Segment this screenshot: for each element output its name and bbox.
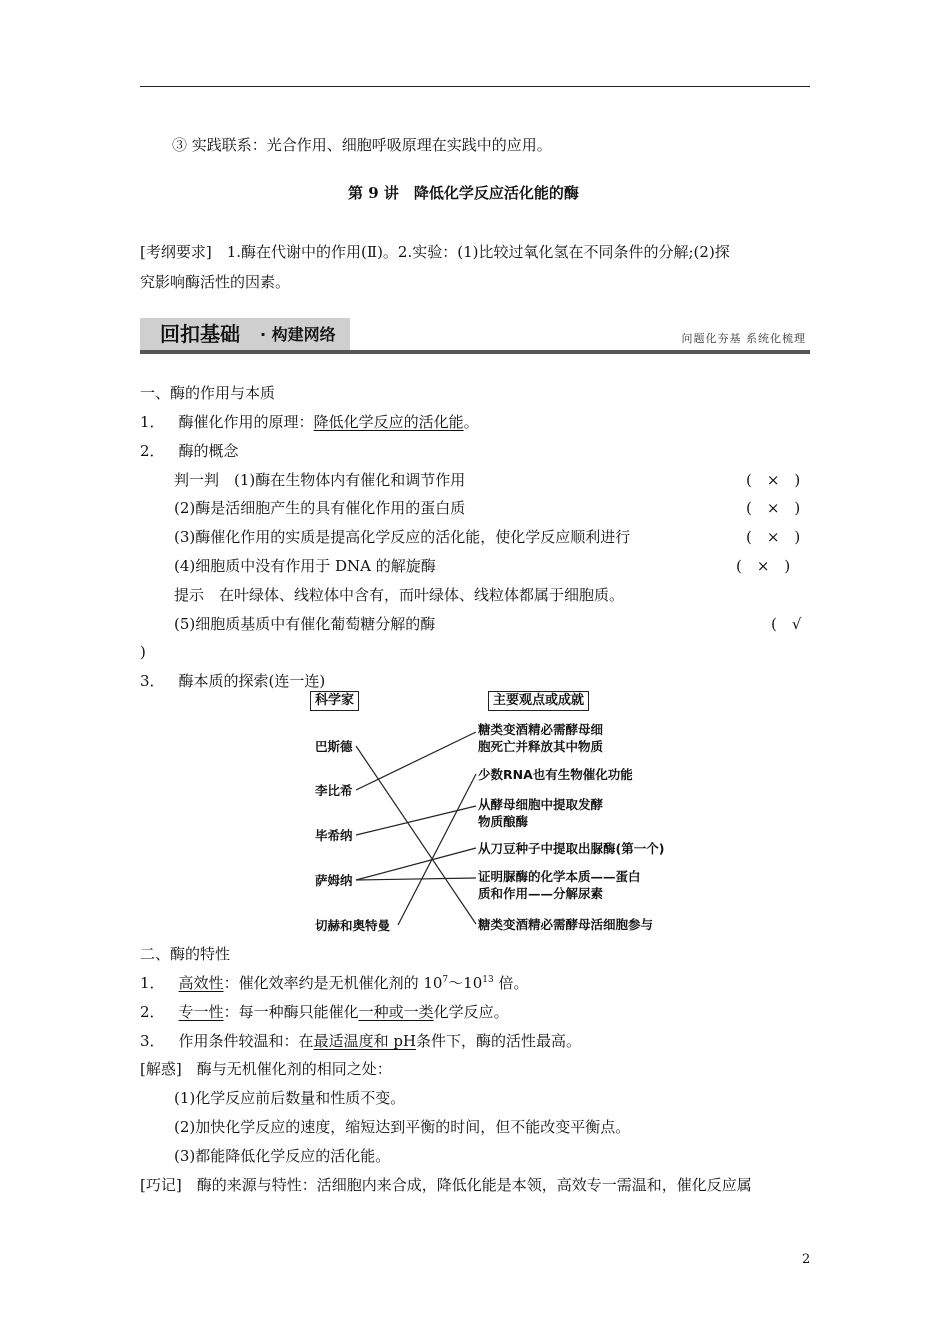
confusion-point-2: (2)加快化学反应的速度，缩短达到平衡的时间，但不能改变平衡点。 xyxy=(174,1118,631,1136)
achievement-2: 少数RNA也有生物催化功能 xyxy=(478,767,633,782)
judge-3: (3)酶催化作用的实质是提高化学反应的活化能，使化学反应顺利进行 xyxy=(174,528,631,546)
s2-item3: 3． 作用条件较温和：在最适温度和 pH条件下，酶的活性最高。 xyxy=(140,1032,582,1050)
mnemonic-label: [巧记] xyxy=(140,1176,182,1194)
connection-line-4 xyxy=(356,848,476,880)
achievement-5a: 证明脲酶的化学本质——蛋白 xyxy=(478,869,641,884)
page-number: 2 xyxy=(802,1252,811,1267)
banner-right-text: 问题化夯基 系统化梳理 xyxy=(681,332,806,345)
s2-item1: 1． 高效性：催化效率约是无机催化剂的 $10^7\sim 10^{13}$ 倍。 xyxy=(140,974,529,992)
intro-line: ③ 实践联系：光合作用、细胞呼吸原理在实践中的应用。 xyxy=(172,136,552,154)
s1-item2: 2． 酶的概念 xyxy=(140,442,239,460)
diagram-right-header: 主要观点或成就 xyxy=(488,691,589,711)
s1-item3: 3． 酶本质的探索(连一连) xyxy=(140,672,326,690)
judge-4-mark: ( × ) xyxy=(736,557,791,575)
achievement-5b: 质和作用——分解尿素 xyxy=(478,886,604,901)
achievement-1a: 糖类变酒精必需酵母细 xyxy=(478,722,604,737)
hint: 提示 在叶绿体、线粒体中含有，而叶绿体、线粒体都属于细胞质。 xyxy=(174,586,625,604)
achievement-4: 从刀豆种子中提取出脲酶(第一个) xyxy=(478,841,665,856)
syllabus-line1: [考纲要求] 1.酶在代谢中的作用(Ⅱ)。2.实验：(1)比较过氧化氢在不同条件的分解;(2)探 xyxy=(140,243,730,261)
scientist-5: 切赫和奥特曼 xyxy=(315,918,391,933)
judge-5-close: ) xyxy=(140,643,146,661)
syllabus-line2: 究影响酶活性的因素。 xyxy=(140,273,291,291)
confusion-point-1: (1)化学反应前后数量和性质不变。 xyxy=(174,1089,406,1107)
scientist-2: 李比希 xyxy=(315,783,353,798)
lecture-title: 第 9 讲 降低化学反应活化能的酶 xyxy=(348,184,579,202)
scientist-1: 巴斯德 xyxy=(315,739,353,754)
connection-line-1 xyxy=(356,746,476,924)
s2-item2: 2． 专一性：每一种酶只能催化一种或一类化学反应。 xyxy=(140,1003,509,1021)
scientist-3: 毕希纳 xyxy=(315,828,353,843)
confusion-point-3: (3)都能降低化学反应的活化能。 xyxy=(174,1147,391,1165)
s1-item1: 1． 酶催化作用的原理：降低化学反应的活化能。 xyxy=(140,413,479,431)
connection-line-3 xyxy=(356,806,476,835)
confusion-line: [解惑] 酶与无机催化剂的相同之处： xyxy=(140,1060,392,1078)
mnemonic-line: [巧记] 酶的来源与特性：活细胞内来合成，降低化能是本领，高效专一需温和，催化反应属 xyxy=(140,1176,752,1194)
connection-line-2 xyxy=(356,732,476,790)
confusion-label: [解惑] xyxy=(140,1060,182,1078)
judge-4: (4)细胞质中没有作用于 DNA 的解旋酶 xyxy=(174,557,436,575)
judge-3-mark: ( × ) xyxy=(746,528,801,546)
section1-heading: 一、酶的作用与本质 xyxy=(140,384,276,402)
achievement-3a: 从酵母细胞中提取发酵 xyxy=(478,797,604,812)
banner-subtitle: · 构建网络 xyxy=(260,325,336,344)
syllabus-label: [考纲要求] xyxy=(140,243,212,261)
diagram-left-header: 科学家 xyxy=(310,691,359,711)
judge-2: (2)酶是活细胞产生的具有催化作用的蛋白质 xyxy=(174,499,466,517)
achievement-1b: 胞死亡并释放其中物质 xyxy=(478,739,604,754)
judge-5-mark: ( √ xyxy=(771,615,802,633)
achievement-3b: 物质酿酶 xyxy=(478,814,529,829)
banner-title: 回扣基础 xyxy=(160,322,240,346)
achievement-6: 糖类变酒精必需酵母活细胞参与 xyxy=(478,917,654,932)
connection-line-5 xyxy=(356,878,476,880)
section2-heading: 二、酶的特性 xyxy=(140,945,231,963)
judge-2-mark: ( × ) xyxy=(746,499,801,517)
connection-line-6 xyxy=(398,774,476,925)
judge-5: (5)细胞质基质中有催化葡萄糖分解的酶 xyxy=(174,615,436,633)
judge-1-mark: ( × ) xyxy=(746,471,801,489)
judge-1: 判一判 (1)酶在生物体内有催化和调节作用 xyxy=(174,471,466,489)
scientist-4: 萨姆纳 xyxy=(315,873,353,888)
